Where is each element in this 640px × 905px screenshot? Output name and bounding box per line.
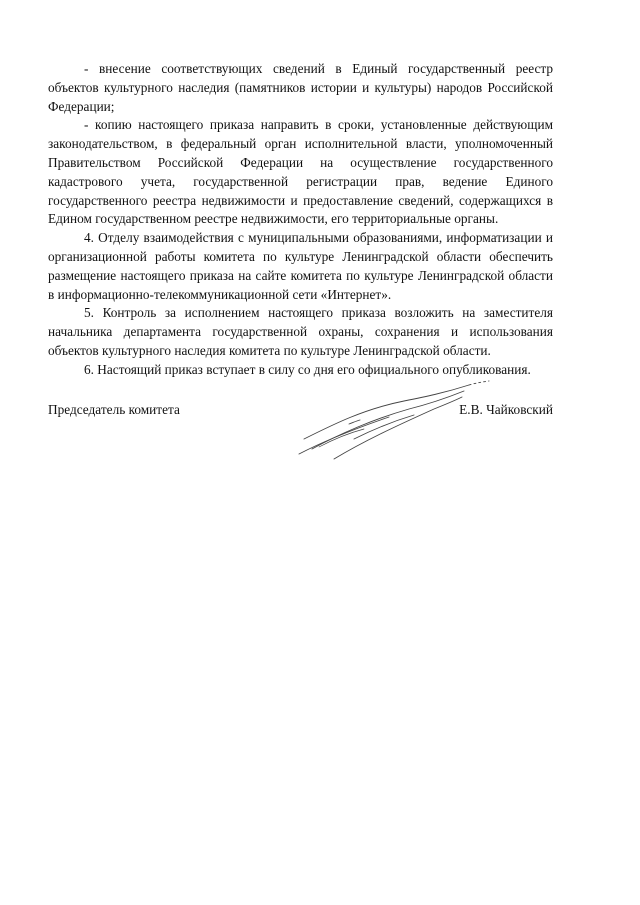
paragraph-send-copy: - копию настоящего приказа направить в сроки, установленные действующим законодательством, в федеральный орган исполнительной власти, уполномоченный Правительством Российской Федерации на осуществление государственного кадастрового учета, государственной регистрации прав, ведение Единого государственного реестра недвижимости и предоставление сведений, содержащихся в Едином государственном реестре недвижимости, его территориальные органы.: [48, 117, 553, 227]
handwritten-signature: [294, 379, 494, 469]
paragraph-registry-entry: - внесение соответствующих сведений в Единый государственный реестр объектов культурного наследия (памятников истории и культуры) народов Российской Федерации;: [48, 61, 553, 114]
signature-block: [48, 401, 553, 481]
paragraph-item-5: 5. Контроль за исполнением настоящего приказа возложить на заместителя начальника департамента государственной охраны, сохранения и использования объектов культурного наследия комитета по культуре Ленинградской области.: [48, 305, 553, 358]
paragraph-item-6: 6. Настоящий приказ вступает в силу со дня его официального опубликования.: [84, 361, 531, 377]
signer-title: Председатель комитета: [48, 402, 180, 417]
signer-name: Е.В. Чайковский: [459, 402, 553, 417]
document-body: [48, 60, 553, 380]
paragraph-item-4: 4. Отделу взаимодействия с муниципальными образованиями, информатизации и организационной работы комитета по культуре Ленинградской области обеспечить размещение настоящего приказа на сайте комитета по культуре Ленинградской области в информационно-телекоммуникационной сети «Интернет».: [48, 230, 553, 302]
